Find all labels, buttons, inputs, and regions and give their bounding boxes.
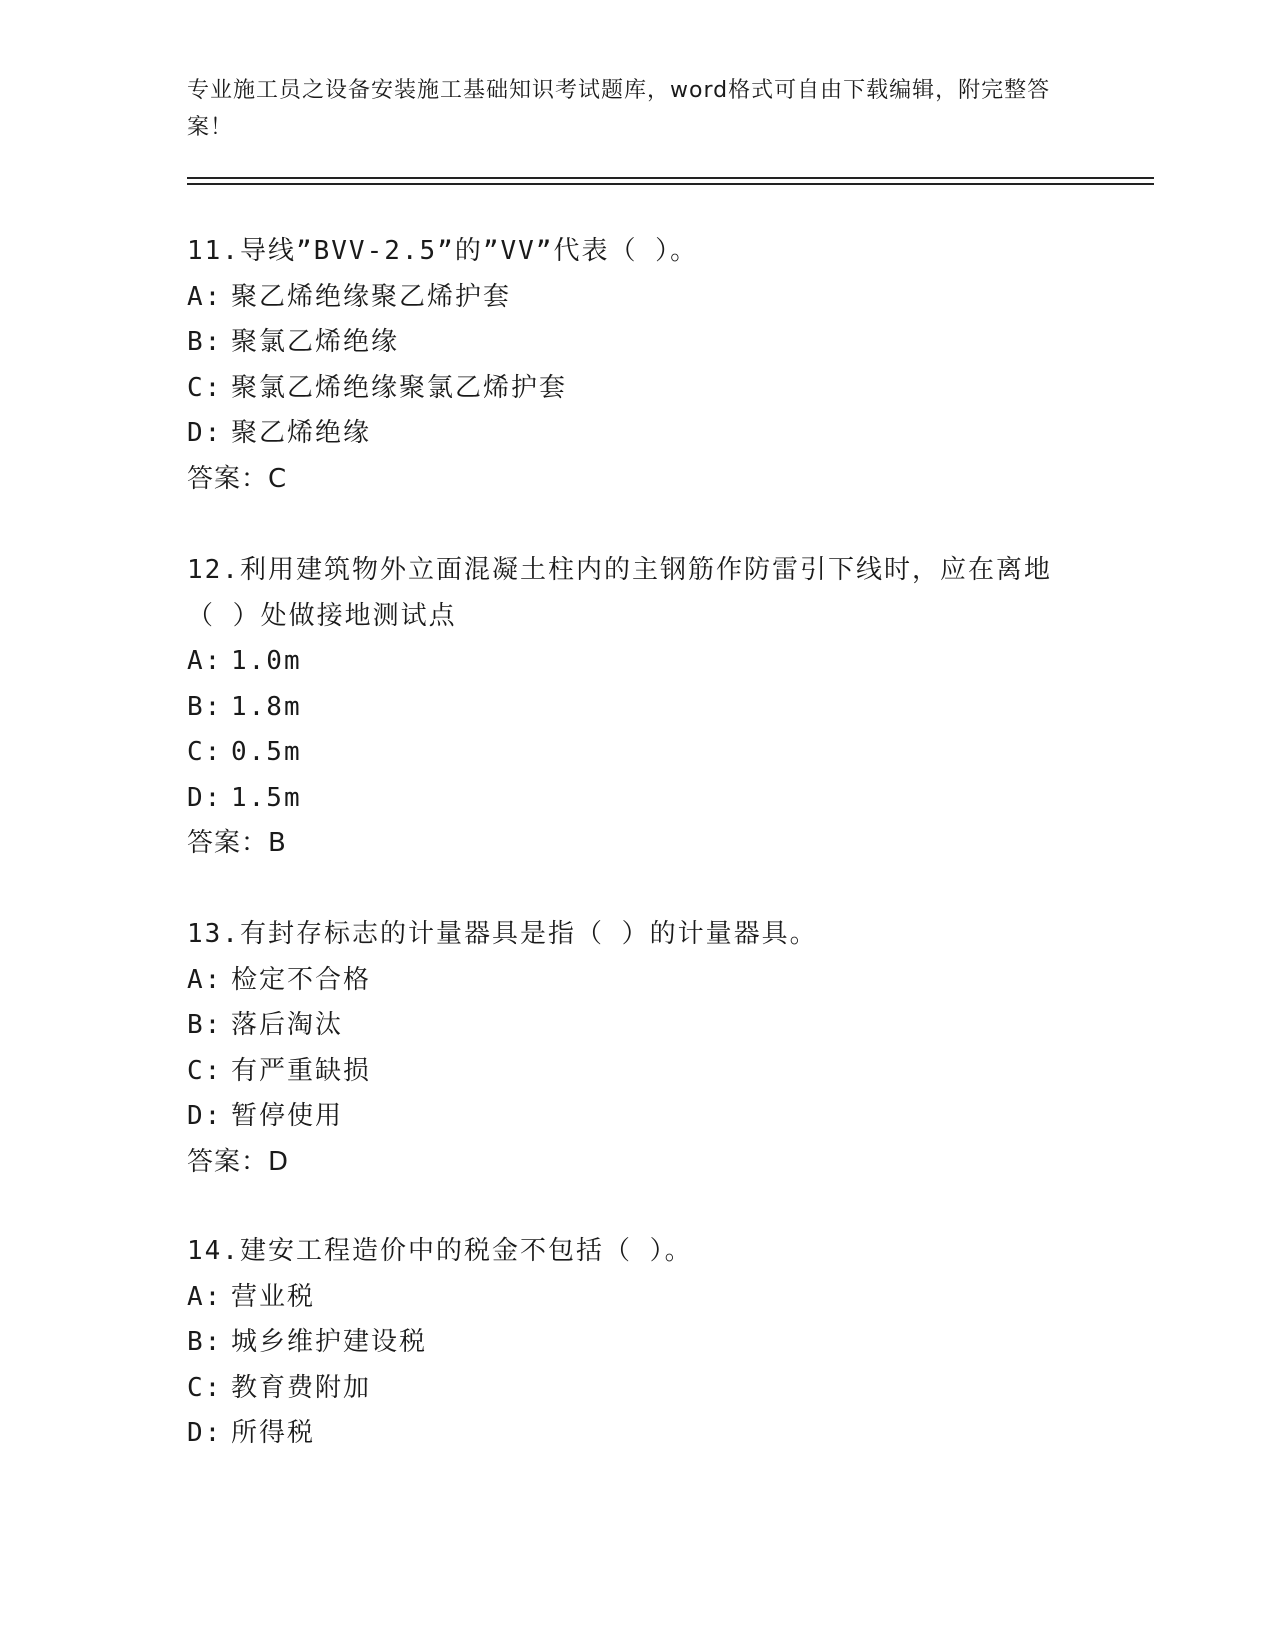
- option-text: 城乡维护建设税: [231, 1327, 428, 1357]
- option-letter: C:: [187, 372, 223, 403]
- option-letter: A:: [187, 1281, 223, 1312]
- option-letter: D:: [187, 1101, 223, 1131]
- question-stem: 14.建安工程造价中的税金不包括（ ）。: [187, 1236, 693, 1266]
- option-b: [187, 320, 1087, 366]
- option-letter: A:: [187, 646, 223, 676]
- option-letter: C:: [187, 1372, 223, 1403]
- question-11: [187, 229, 1087, 502]
- option-d: [187, 776, 1087, 822]
- option-text: 教育费附加: [231, 1372, 372, 1403]
- option-a: [187, 275, 1087, 321]
- option-letter: D:: [187, 782, 223, 813]
- option-letter: D:: [187, 1418, 223, 1448]
- header-divider-top: [187, 177, 1154, 179]
- option-letter: A:: [187, 964, 223, 995]
- option-text: 落后淘汰: [231, 1010, 344, 1040]
- question-12: [187, 548, 1087, 867]
- option-text: 聚乙烯绝缘聚乙烯护套: [231, 281, 512, 312]
- answer-line: 答案：C: [187, 463, 288, 494]
- question-stem: 13.有封存标志的计量器具是指（ ）的计量器具。: [187, 919, 818, 949]
- option-text: 聚氯乙烯绝缘: [231, 327, 400, 357]
- question-stem-line-2: （ ）处做接地测试点: [187, 600, 457, 631]
- question-stem-line-1: 12.利用建筑物外立面混凝土柱内的主钢筋作防雷引下线时，应在离地: [187, 555, 1052, 585]
- option-c: [187, 730, 1087, 776]
- option-a: [187, 958, 1087, 1004]
- option-text: 聚乙烯绝缘: [231, 418, 372, 448]
- option-text: 所得税: [231, 1418, 316, 1448]
- option-c: [187, 1049, 1087, 1095]
- option-letter: B:: [187, 1010, 223, 1040]
- option-text: 聚氯乙烯绝缘聚氯乙烯护套: [231, 372, 568, 403]
- option-text: 1.5m: [231, 782, 302, 813]
- header-divider-bottom: [187, 183, 1154, 185]
- option-a: [187, 639, 1087, 685]
- option-d: [187, 1411, 1087, 1457]
- option-text: 营业税: [231, 1281, 316, 1312]
- option-letter: B:: [187, 1327, 223, 1357]
- option-letter: A:: [187, 281, 223, 312]
- option-text: 有严重缺损: [231, 1055, 372, 1086]
- option-text: 0.5m: [231, 737, 302, 767]
- option-c: [187, 1366, 1087, 1412]
- document-intro: 专业施工员之设备安装施工基础知识考试题库，word格式可自由下载编辑，附完整答案！: [187, 78, 1051, 140]
- option-b: [187, 685, 1087, 731]
- answer-line: 答案：B: [187, 828, 287, 858]
- option-letter: B:: [187, 691, 223, 722]
- option-text: 1.8m: [231, 691, 302, 722]
- option-text: 1.0m: [231, 646, 302, 676]
- option-letter: C:: [187, 737, 223, 767]
- question-stem: 11.导线”BVV-2.5”的”VV”代表（ ）。: [187, 236, 699, 266]
- option-text: 检定不合格: [231, 964, 372, 995]
- option-b: [187, 1003, 1087, 1049]
- question-13: [187, 912, 1087, 1185]
- option-a: [187, 1275, 1087, 1321]
- option-c: [187, 366, 1087, 412]
- option-letter: D:: [187, 418, 223, 448]
- option-letter: C:: [187, 1055, 223, 1086]
- option-letter: B:: [187, 327, 223, 357]
- question-14: [187, 1229, 1087, 1457]
- option-d: [187, 1094, 1087, 1140]
- answer-line: 答案：D: [187, 1146, 290, 1177]
- option-b: [187, 1320, 1087, 1366]
- option-text: 暂停使用: [231, 1101, 344, 1131]
- option-d: [187, 411, 1087, 457]
